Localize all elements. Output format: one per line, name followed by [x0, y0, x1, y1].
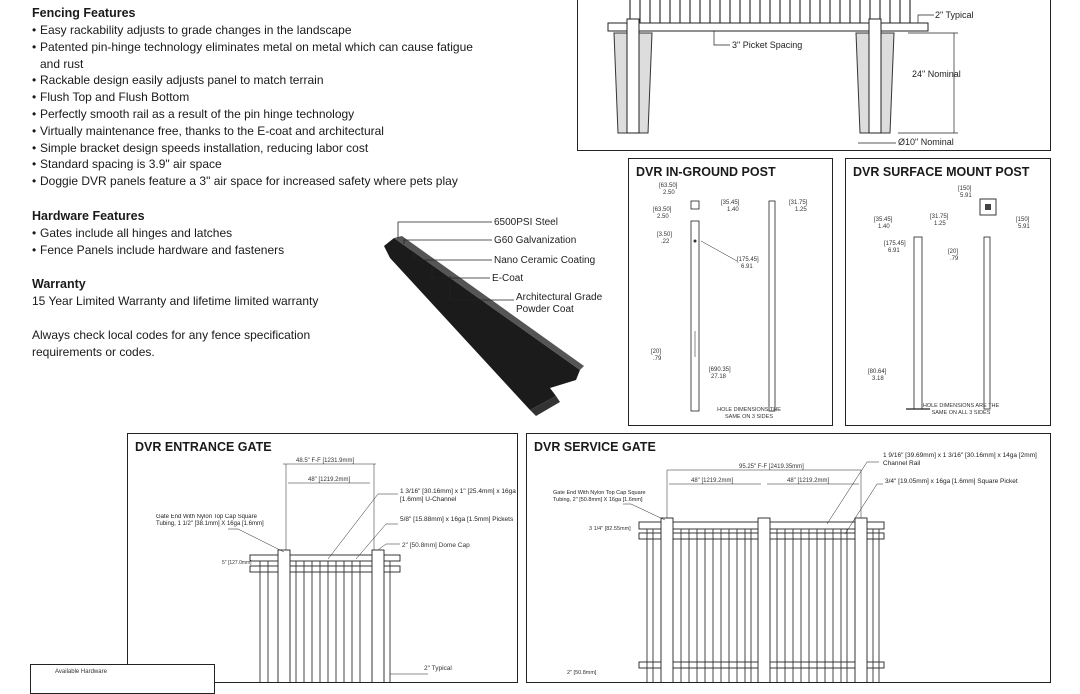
- dim-label: .79: [653, 356, 662, 362]
- dim-label: 1.40: [878, 224, 890, 230]
- dim-label: 27.18: [711, 374, 727, 380]
- dim-label: 1.25: [934, 221, 946, 227]
- square-picket-label: 3/4" [19.05mm] x 16ga [1.6mm] Square Picket: [885, 478, 1018, 485]
- dim-label: [690.35]: [709, 367, 731, 373]
- list-item: • Simple bracket design speeds installation, reducing labor cost: [32, 140, 492, 157]
- dim-label: 6.91: [741, 264, 753, 270]
- typical-label: 2" Typical: [424, 665, 452, 672]
- layer-label-powder-coat: Architectural Grade Powder Coat: [516, 292, 603, 315]
- dim-label: 6.91: [888, 248, 900, 254]
- dim-label: [150]: [1016, 217, 1030, 223]
- inground-post-drawing: [629, 181, 832, 425]
- dim-label: [175.45]: [884, 241, 906, 247]
- side-dim-label: 5" [127.0mm]: [222, 560, 252, 566]
- warranty-section: [32, 277, 362, 310]
- list-item: • Easy rackability adjusts to grade changes in the landscape: [32, 22, 492, 39]
- layer-label-galvanization: G60 Galvanization: [494, 235, 577, 246]
- dim-label: 2.50: [663, 190, 675, 196]
- dim-label: 5.91: [960, 193, 972, 199]
- u-channel-label: 1 3/16" [30.16mm] x 1" [25.4mm] x 16ga [1.6mm] U-Channel: [400, 488, 516, 503]
- coating-diagram: [380, 210, 625, 430]
- warranty-text: 15 Year Limited Warranty and lifetime limited warranty: [32, 294, 319, 308]
- dim-label: [175.45]: [737, 257, 759, 263]
- top-fence-drawing-box: [577, 0, 1051, 151]
- list-item: • Doggie DVR panels feature a 3" air space for increased safety where pets play: [32, 173, 492, 190]
- gate-end-label: Gate End With Nylon Top Cap Square Tubing, 2" [50.8mm] X 16ga [1.6mm]: [553, 490, 646, 503]
- layer-label-ecoat: E-Coat: [492, 273, 524, 284]
- hardware-features-section: [32, 209, 362, 259]
- warranty-title: Warranty: [32, 277, 86, 291]
- hardware-features-title: Hardware Features: [32, 209, 145, 223]
- bottom-dim-label: 2" [50.8mm]: [567, 670, 597, 676]
- dim-label: [31.75]: [789, 200, 808, 206]
- layer-label-steel: 6500PSI Steel: [494, 217, 558, 228]
- dim-label: [20]: [948, 249, 959, 255]
- nominal-depth-label: 24" Nominal: [912, 69, 961, 79]
- list-item: • Virtually maintenance free, thanks to the E-coat and architectural: [32, 123, 492, 140]
- service-gate-drawing: [527, 434, 1050, 682]
- gate-width-label: 48.5" F-F [1231.9mm]: [296, 458, 355, 464]
- list-item: • Fence Panels include hardware and fasteners: [32, 242, 362, 259]
- entrance-gate-drawing: [128, 434, 517, 682]
- service-gate-box: [526, 433, 1051, 683]
- surface-mount-post-title: DVR SURFACE MOUNT POST: [853, 165, 1030, 179]
- available-hardware-box: [30, 664, 215, 694]
- service-width-label: 95.25" F-F [2419.35mm]: [739, 464, 804, 470]
- available-hardware-label: Available Hardware: [55, 669, 107, 675]
- dim-label: [63.50]: [659, 183, 678, 189]
- entrance-gate-title: DVR ENTRANCE GATE: [135, 440, 272, 454]
- hardware-features-list: [32, 225, 362, 259]
- dim-label: .22: [661, 239, 670, 245]
- dim-label: 5.91: [1018, 224, 1030, 230]
- dim-label: 3.18: [872, 376, 884, 382]
- dim-label: 1.40: [727, 207, 739, 213]
- dim-label: .79: [950, 256, 959, 262]
- code-note: Always check local codes for any fence specification requirements or codes.: [32, 328, 311, 359]
- list-item: • Standard spacing is 3.9" air space: [32, 156, 492, 173]
- inground-post-box: [628, 158, 833, 426]
- dim-label: [35.45]: [721, 200, 740, 206]
- typical-dim-label: 2" Typical: [935, 10, 974, 20]
- dim-label: [31.75]: [930, 214, 949, 220]
- list-item: • Perfectly smooth rail as a result of the pin hinge technology: [32, 106, 492, 123]
- fencing-features-list: [32, 22, 492, 190]
- list-item: • Flush Top and Flush Bottom: [32, 89, 492, 106]
- top-fence-drawing: [578, 0, 1050, 150]
- list-item: • Rackable design easily adjusts panel to match terrain: [32, 72, 492, 89]
- hole-dimension-note: HOLE DIMENSIONS ARE THE SAME ON ALL 3 SIDES: [922, 403, 1000, 416]
- right-inner-width-label: 48" [1219.2mm]: [787, 478, 830, 484]
- dim-label: [35.45]: [874, 217, 893, 223]
- pickets-label: 5/8" [15.88mm] x 16ga [1.5mm] Pickets: [400, 516, 514, 523]
- fencing-features-title: Fencing Features: [32, 6, 136, 20]
- surface-mount-post-drawing: [846, 181, 1050, 425]
- dim-label: 1.25: [795, 207, 807, 213]
- inground-post-title: DVR IN-GROUND POST: [636, 165, 776, 179]
- list-item: • Gates include all hinges and latches: [32, 225, 362, 242]
- fencing-features-section: [32, 6, 492, 190]
- list-item: • Patented pin-hinge technology eliminates metal on metal which can cause fatigue and rust: [32, 39, 492, 73]
- left-inner-width-label: 48" [1219.2mm]: [691, 478, 734, 484]
- channel-rail-label: 1 9/16" [39.69mm] x 1 3/16" [30.16mm] x 14ga [2mm] Channel Rail: [883, 452, 1037, 467]
- dim-label: [20]: [651, 349, 662, 355]
- gate-inner-width-label: 48" [1219.2mm]: [308, 477, 351, 483]
- side-dim-label: 3 1/4" [82.55mm]: [589, 526, 631, 532]
- dim-label: 2.50: [657, 214, 669, 220]
- dim-label: [150]: [958, 186, 972, 192]
- dome-cap-label: 2" [50.8mm] Dome Cap: [402, 542, 470, 549]
- dim-label: [3.50]: [657, 232, 673, 238]
- gate-end-label: Gate End With Nylon Top Cap Square Tubing, 1 1/2" [38.1mm] X 16ga [1.6mm]: [156, 514, 264, 527]
- dim-label: [63.50]: [653, 207, 672, 213]
- service-gate-title: DVR SERVICE GATE: [534, 440, 656, 454]
- dim-label: [80.64]: [868, 369, 887, 375]
- surface-mount-post-box: [845, 158, 1051, 426]
- footing-diameter-label: Ø10" Nominal: [898, 137, 954, 147]
- picket-spacing-label: 3" Picket Spacing: [732, 40, 803, 50]
- layer-label-ceramic: Nano Ceramic Coating: [494, 255, 596, 266]
- entrance-gate-box: [127, 433, 518, 683]
- hole-dimension-note: HOLE DIMENSIONS THE SAME ON 3 SIDES: [717, 407, 781, 420]
